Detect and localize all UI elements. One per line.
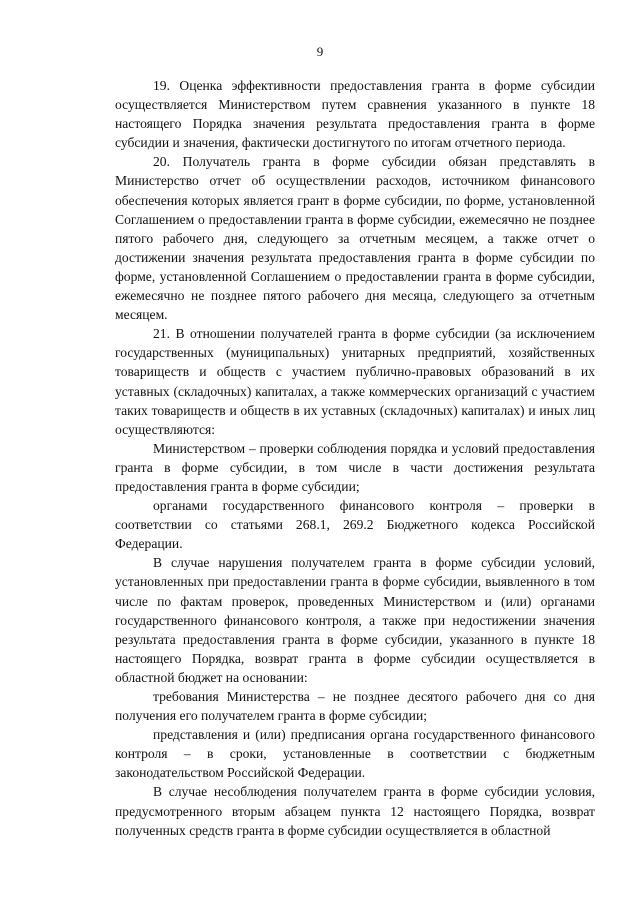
paragraph-item-19-evaluation: 19. Оценка эффективности предоставления гранта в форме субсидии осуществляется Министерством путем сравнения указанного в пункте 18 настоящего Порядка значения результата предоставления гранта в форме субсидии и значения, фактически достигнутого по итогам отчетного периода.: [115, 78, 595, 151]
paragraph-ministry-checks: Министерством – проверки соблюдения порядка и условий предоставления гранта в форме субсидии, в том числе в части достижения результата предоставления гранта в форме субсидии;: [115, 440, 595, 494]
document-body: [115, 76, 595, 840]
paragraph-control-submission: представления и (или) предписания органа государственного финансового контроля – в сроки, установленные в соответствии с бюджетным законодательством Российской Федерации.: [115, 727, 595, 781]
paragraph-violation-refund: В случае нарушения получателем гранта в форме субсидии условий, установленных при предоставлении гранта в форме субсидии, выявленного в том числе по фактам проверок, проведенных Министерством и (или) органами государственного финансового контроля, а также при недостижении значения результата предоставления гранта в форме субсидии, указанного в пункте 18 настоящего Порядка, возврат гранта в форме субсидии осуществляется в областной бюджет на основании:: [115, 555, 595, 685]
page-number: 9: [316, 44, 324, 59]
paragraph-financial-control-checks: органами государственного финансового контроля – проверки в соответствии со статьями 268.1, 269.2 Бюджетного кодекса Российской Федерации.: [115, 498, 595, 552]
paragraph-non-compliance-refund: В случае несоблюдения получателем гранта в форме субсидии условия, предусмотренного вторым абзацем пункта 12 настоящего Порядка, возврат полученных средств гранта в форме субсидии осуществляется в областной: [115, 784, 595, 838]
paragraph-item-20-reporting: 20. Получатель гранта в форме субсидии обязан представлять в Министерство отчет об осуществлении расходов, источником финансового обеспечения которых является грант в форме субсидии, по форме, установленной Соглашением о предоставлении гранта в форме субсидии, ежемесячно не позднее пятого рабочего дня, следующего за отчетным месяцем, а также отчет о достижении значения результата предоставления гранта в форме субсидии по форме, установленной Соглашением о предоставлении гранта в форме субсидии, ежемесячно не позднее пятого рабочего дня месяца, следующего за отчетным месяцем.: [115, 154, 595, 323]
paragraph-item-21-inspections: 21. В отношении получателей гранта в форме субсидии (за исключением государственных (муниципальных) унитарных предприятий, хозяйственных товариществ и обществ с участием публично-правовых образований в их уставных (складочных) капиталах, а также коммерческих организаций с участием таких товариществ и обществ в их уставных (складочных) капиталах) и иных лиц осуществляются:: [115, 326, 595, 437]
paragraph-ministry-requirement: требования Министерства – не позднее десятого рабочего дня со дня получения его получателем гранта в форме субсидии;: [115, 689, 595, 724]
